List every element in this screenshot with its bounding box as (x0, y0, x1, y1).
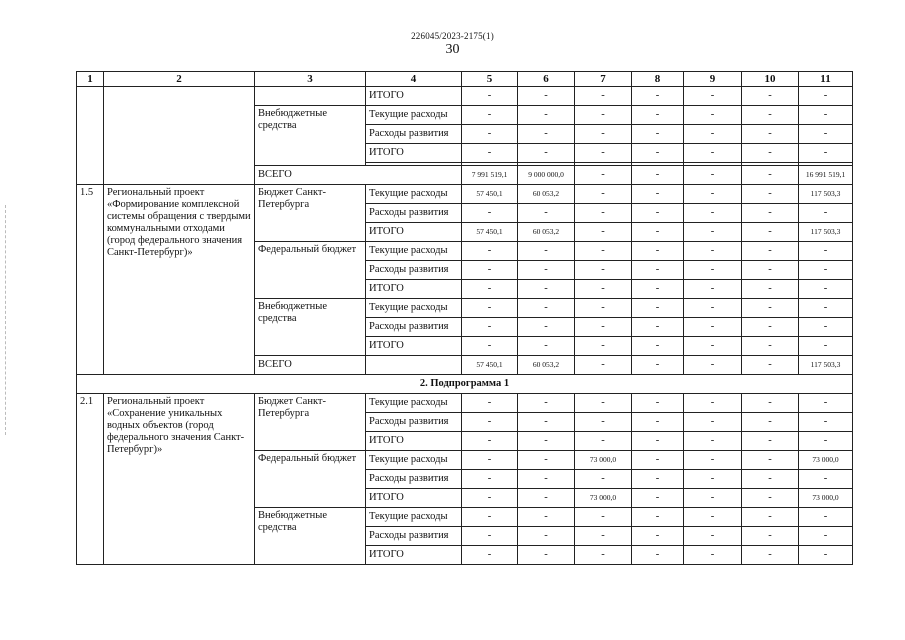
column-header-7: 7 (575, 72, 632, 87)
column-header-5: 5 (462, 72, 518, 87)
empty-value-cell: - (632, 125, 684, 144)
empty-value-cell: - (462, 451, 518, 470)
empty-value-cell: - (684, 299, 742, 318)
empty-value-cell: - (742, 223, 799, 242)
empty-value-cell: - (799, 106, 853, 125)
budget-table (76, 71, 853, 565)
empty-value-cell: - (575, 527, 632, 546)
expense-type-cell: ИТОГО (366, 223, 462, 242)
empty-value-cell: - (684, 261, 742, 280)
empty-value-cell: - (462, 125, 518, 144)
expense-type-cell: Расходы развития (366, 261, 462, 280)
total-spacer (366, 356, 462, 375)
empty-value-cell: - (575, 204, 632, 223)
empty-value-cell: - (632, 527, 684, 546)
empty-value-cell: - (632, 280, 684, 299)
empty-value-cell: - (799, 261, 853, 280)
empty-value-cell: - (632, 87, 684, 106)
empty-value-cell: - (742, 87, 799, 106)
column-header-9: 9 (684, 72, 742, 87)
empty-value-cell: - (462, 394, 518, 413)
empty-value-cell: - (462, 318, 518, 337)
expense-type-cell: Текущие расходы (366, 394, 462, 413)
empty-value-cell: - (575, 261, 632, 280)
section-row (77, 375, 853, 394)
empty-value-cell: - (575, 87, 632, 106)
total-label: ВСЕГО (255, 166, 462, 185)
empty-value-cell: - (518, 125, 575, 144)
continued-source (255, 87, 366, 106)
empty-value-cell: - (742, 106, 799, 125)
empty-value-cell: - (742, 546, 799, 565)
empty-value-cell: - (518, 204, 575, 223)
empty-value-cell: - (462, 280, 518, 299)
empty-value-cell: - (799, 508, 853, 527)
value-cell: 9 000 000,0 (518, 166, 575, 185)
budget-table-body (77, 72, 853, 565)
expense-type-cell: ИТОГО (366, 280, 462, 299)
empty-value-cell: - (575, 318, 632, 337)
value-cell: 73 000,0 (799, 451, 853, 470)
column-header-3: 3 (255, 72, 366, 87)
empty-value-cell: - (518, 106, 575, 125)
funding-source-cell: Бюджет Санкт-Петербурга (255, 394, 366, 451)
empty-value-cell: - (518, 489, 575, 508)
empty-value-cell: - (742, 508, 799, 527)
empty-value-cell: - (518, 546, 575, 565)
empty-value-cell: - (684, 337, 742, 356)
empty-value-cell: - (632, 337, 684, 356)
empty-value-cell: - (799, 280, 853, 299)
empty-value-cell: - (799, 413, 853, 432)
empty-value-cell: - (632, 508, 684, 527)
empty-value-cell: - (742, 470, 799, 489)
expense-type-cell: Текущие расходы (366, 242, 462, 261)
empty-value-cell: - (462, 144, 518, 163)
funding-source-cell: Внебюджетные средства (255, 508, 366, 565)
empty-value-cell: - (575, 432, 632, 451)
expense-type-cell: ИТОГО (366, 546, 462, 565)
empty-value-cell: - (575, 337, 632, 356)
empty-value-cell: - (632, 318, 684, 337)
empty-value-cell: - (684, 394, 742, 413)
empty-value-cell: - (799, 125, 853, 144)
empty-value-cell: - (684, 223, 742, 242)
empty-value-cell: - (462, 489, 518, 508)
empty-value-cell: - (684, 242, 742, 261)
expense-type-cell: ИТОГО (366, 432, 462, 451)
empty-value-cell: - (518, 144, 575, 163)
funding-source-cell: Федеральный бюджет (255, 242, 366, 299)
expense-type-cell: ИТОГО (366, 337, 462, 356)
empty-value-cell: - (799, 470, 853, 489)
empty-value-cell: - (575, 413, 632, 432)
empty-value-cell: - (575, 106, 632, 125)
empty-value-cell: - (742, 261, 799, 280)
expense-type-cell: Расходы развития (366, 125, 462, 144)
value-cell: 60 053,2 (518, 356, 575, 375)
empty-value-cell: - (462, 204, 518, 223)
empty-value-cell: - (462, 508, 518, 527)
column-header-4: 4 (366, 72, 462, 87)
empty-value-cell: - (632, 489, 684, 508)
empty-value-cell: - (632, 185, 684, 204)
section-title: 2. Подпрограмма 1 (77, 375, 853, 394)
empty-value-cell: - (684, 204, 742, 223)
empty-value-cell: - (742, 337, 799, 356)
empty-value-cell: - (684, 280, 742, 299)
empty-value-cell: - (799, 87, 853, 106)
empty-value-cell: - (684, 489, 742, 508)
empty-value-cell: - (462, 527, 518, 546)
project-name: Региональный проект «Сохранение уникальных водных объектов (город федерального значения Санкт-Петербург)» (104, 394, 255, 565)
expense-type-cell: Расходы развития (366, 470, 462, 489)
empty-value-cell: - (799, 144, 853, 163)
table-row (77, 394, 853, 413)
value-cell: 60 053,2 (518, 185, 575, 204)
empty-value-cell: - (742, 125, 799, 144)
empty-value-cell: - (518, 299, 575, 318)
empty-value-cell: - (518, 413, 575, 432)
binding-marks (5, 205, 9, 435)
empty-value-cell: - (518, 394, 575, 413)
total-label: ВСЕГО (255, 356, 366, 375)
empty-value-cell: - (575, 125, 632, 144)
expense-type-cell: Текущие расходы (366, 508, 462, 527)
empty-value-cell: - (684, 185, 742, 204)
value-cell: 57 450,1 (462, 223, 518, 242)
value-cell: 7 991 519,1 (462, 166, 518, 185)
empty-value-cell: - (742, 280, 799, 299)
column-header-10: 10 (742, 72, 799, 87)
empty-value-cell: - (632, 432, 684, 451)
project-number: 1.5 (77, 185, 104, 375)
empty-value-cell: - (799, 546, 853, 565)
empty-value-cell: - (799, 337, 853, 356)
column-header-6: 6 (518, 72, 575, 87)
empty-value-cell: - (684, 508, 742, 527)
empty-value-cell: - (518, 451, 575, 470)
empty-value-cell: - (742, 394, 799, 413)
empty-value-cell: - (462, 470, 518, 489)
empty-value-cell: - (742, 318, 799, 337)
empty-value-cell: - (575, 144, 632, 163)
empty-value-cell: - (462, 413, 518, 432)
value-cell: 73 000,0 (575, 451, 632, 470)
expense-type-cell: ИТОГО (366, 489, 462, 508)
expense-type-cell: Текущие расходы (366, 451, 462, 470)
empty-value-cell: - (632, 261, 684, 280)
expense-type-cell: Расходы развития (366, 204, 462, 223)
expense-type-cell: Текущие расходы (366, 299, 462, 318)
page-number: 30 (445, 42, 460, 57)
empty-value-cell: - (742, 144, 799, 163)
empty-value-cell: - (799, 204, 853, 223)
empty-value-cell: - (684, 413, 742, 432)
empty-value-cell: - (684, 470, 742, 489)
value-cell: 73 000,0 (575, 489, 632, 508)
funding-source-cell: Бюджет Санкт-Петербурга (255, 185, 366, 242)
value-cell: 73 000,0 (799, 489, 853, 508)
empty-value-cell: - (684, 451, 742, 470)
expense-type-cell: Расходы развития (366, 318, 462, 337)
empty-value-cell: - (684, 144, 742, 163)
value-cell: 117 503,3 (799, 356, 853, 375)
empty-value-cell: - (575, 470, 632, 489)
empty-value-cell: - (684, 546, 742, 565)
expense-type-cell: Расходы развития (366, 413, 462, 432)
empty-value-cell: - (799, 299, 853, 318)
empty-value-cell: - (462, 87, 518, 106)
value-cell: 117 503,3 (799, 185, 853, 204)
empty-value-cell: - (518, 261, 575, 280)
continued-col2 (104, 87, 255, 185)
empty-value-cell: - (518, 508, 575, 527)
table-row (77, 185, 853, 204)
funding-source-cell: Внебюджетные средства (255, 106, 366, 166)
value-cell: 60 053,2 (518, 223, 575, 242)
empty-value-cell: - (462, 261, 518, 280)
funding-source-cell: Федеральный бюджет (255, 451, 366, 508)
empty-value-cell: - (742, 432, 799, 451)
empty-value-cell: - (462, 546, 518, 565)
empty-value-cell: - (575, 185, 632, 204)
empty-value-cell: - (462, 299, 518, 318)
table-row (77, 87, 853, 106)
empty-value-cell: - (575, 356, 632, 375)
empty-value-cell: - (575, 242, 632, 261)
empty-value-cell: - (518, 337, 575, 356)
empty-value-cell: - (632, 546, 684, 565)
empty-value-cell: - (632, 106, 684, 125)
column-header-8: 8 (632, 72, 684, 87)
empty-value-cell: - (575, 299, 632, 318)
expense-type-cell: ИТОГО (366, 87, 462, 106)
column-header-1: 1 (77, 72, 104, 87)
empty-value-cell: - (684, 125, 742, 144)
empty-value-cell: - (684, 166, 742, 185)
empty-value-cell: - (632, 299, 684, 318)
header-row (77, 72, 853, 87)
value-cell: 16 991 519,1 (799, 166, 853, 185)
empty-value-cell: - (632, 394, 684, 413)
empty-value-cell: - (575, 166, 632, 185)
project-name: Региональный проект «Формирование комплексной системы обращения с твердыми коммунальными отходами (город федерального значения Санкт-Петербург)» (104, 185, 255, 375)
empty-value-cell: - (742, 451, 799, 470)
empty-value-cell: - (575, 280, 632, 299)
empty-value-cell: - (742, 489, 799, 508)
empty-value-cell: - (742, 527, 799, 546)
empty-value-cell: - (518, 318, 575, 337)
empty-value-cell: - (684, 527, 742, 546)
empty-value-cell: - (742, 185, 799, 204)
empty-value-cell: - (684, 106, 742, 125)
empty-value-cell: - (742, 204, 799, 223)
empty-value-cell: - (632, 204, 684, 223)
empty-value-cell: - (632, 144, 684, 163)
empty-value-cell: - (799, 432, 853, 451)
empty-value-cell: - (518, 87, 575, 106)
continued-col1 (77, 87, 104, 185)
empty-value-cell: - (462, 337, 518, 356)
value-cell: 117 503,3 (799, 223, 853, 242)
empty-value-cell: - (632, 242, 684, 261)
value-cell: 57 450,1 (462, 356, 518, 375)
empty-value-cell: - (518, 432, 575, 451)
empty-value-cell: - (632, 356, 684, 375)
expense-type-cell: Расходы развития (366, 527, 462, 546)
empty-value-cell: - (518, 470, 575, 489)
empty-value-cell: - (684, 432, 742, 451)
empty-value-cell: - (518, 242, 575, 261)
funding-source-cell: Внебюджетные средства (255, 299, 366, 356)
column-header-11: 11 (799, 72, 853, 87)
empty-value-cell: - (742, 299, 799, 318)
empty-value-cell: - (518, 280, 575, 299)
empty-value-cell: - (575, 546, 632, 565)
empty-value-cell: - (632, 413, 684, 432)
empty-value-cell: - (799, 242, 853, 261)
empty-value-cell: - (742, 356, 799, 375)
expense-type-cell: ИТОГО (366, 144, 462, 163)
empty-value-cell: - (799, 394, 853, 413)
document-code: 226045/2023-2175(1) (411, 31, 494, 41)
column-header-2: 2 (104, 72, 255, 87)
empty-value-cell: - (684, 356, 742, 375)
expense-type-cell: Текущие расходы (366, 106, 462, 125)
empty-value-cell: - (462, 432, 518, 451)
empty-value-cell: - (518, 527, 575, 546)
empty-value-cell: - (632, 451, 684, 470)
empty-value-cell: - (684, 318, 742, 337)
empty-value-cell: - (742, 242, 799, 261)
empty-value-cell: - (575, 394, 632, 413)
empty-value-cell: - (632, 470, 684, 489)
value-cell: 57 450,1 (462, 185, 518, 204)
empty-value-cell: - (575, 223, 632, 242)
empty-value-cell: - (742, 413, 799, 432)
empty-value-cell: - (632, 223, 684, 242)
empty-value-cell: - (462, 242, 518, 261)
expense-type-cell: Текущие расходы (366, 185, 462, 204)
empty-value-cell: - (799, 527, 853, 546)
empty-value-cell: - (462, 106, 518, 125)
project-number: 2.1 (77, 394, 104, 565)
empty-value-cell: - (632, 166, 684, 185)
empty-value-cell: - (742, 166, 799, 185)
empty-value-cell: - (575, 508, 632, 527)
empty-value-cell: - (799, 318, 853, 337)
empty-value-cell: - (684, 87, 742, 106)
